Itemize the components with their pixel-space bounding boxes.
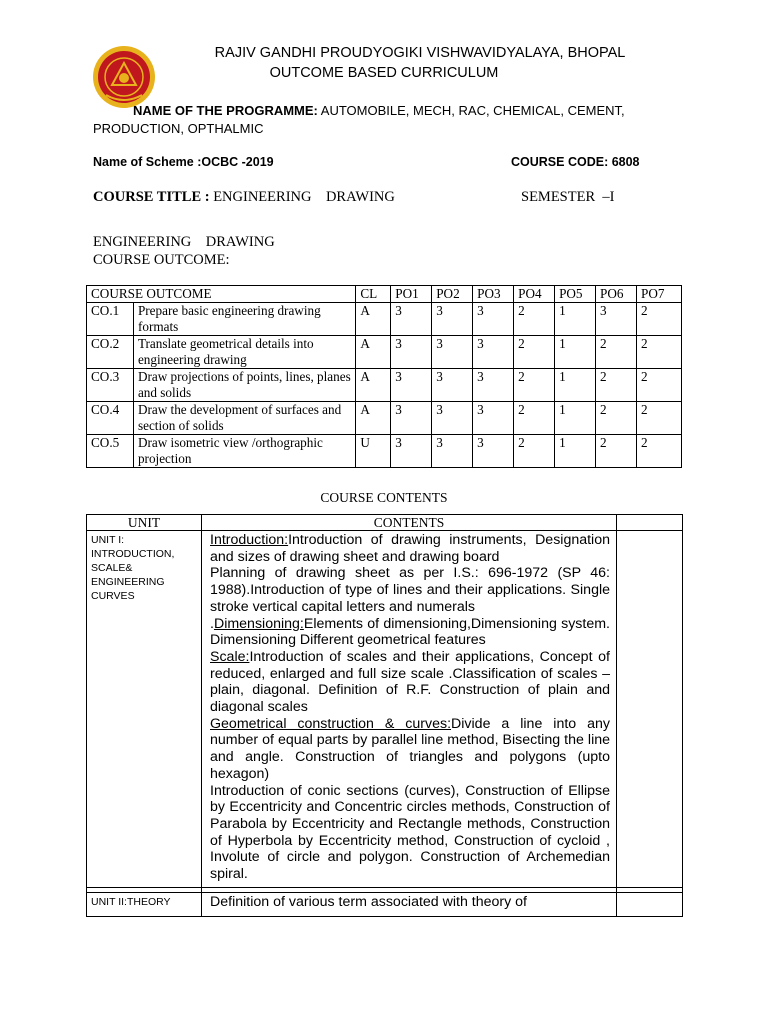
programme-value: AUTOMOBILE, MECH, RAC, CHEMICAL, CEMENT, PRODUCTION, OPTHALMIC: [93, 103, 625, 136]
topic-heading: Dimensioning:: [213, 615, 304, 632]
co-id: CO.2: [87, 336, 134, 369]
po-cell: 2: [514, 303, 555, 336]
unit-name: UNIT II:THEORY: [87, 892, 202, 916]
topic-text: Introduction of scales and their applications, Concept of reduced, enlarged and full size scale .Classification of scales – plain, diagonal. Definition of R.F. Construction of plain and diagonal scales: [210, 648, 610, 716]
course-outcome-table: [86, 285, 682, 468]
subject-name: ENGINEERING DRAWING: [93, 234, 275, 250]
unit-contents: [202, 531, 617, 888]
co-description: Translate geometrical details into engineering drawing: [133, 336, 355, 369]
po-cell: 2: [514, 336, 555, 369]
paragraph-intro: [210, 532, 610, 565]
po-cell: 1: [555, 303, 596, 336]
header-cell: PO5: [555, 286, 596, 303]
table-row: [87, 369, 682, 402]
co-id: CO.4: [87, 402, 134, 435]
course-code: COURSE CODE: 6808: [511, 155, 640, 169]
po-cell: 3: [391, 303, 432, 336]
po-cell: 3: [432, 402, 473, 435]
header-cell: CL: [356, 286, 391, 303]
po-cell: 3: [432, 369, 473, 402]
po-cell: 3: [596, 303, 637, 336]
scheme-name: Name of Scheme :OCBC -2019: [93, 155, 274, 169]
cl-cell: A: [356, 336, 391, 369]
semester: SEMESTER –I: [521, 189, 615, 205]
co-description: Draw the development of surfaces and section of solids: [133, 402, 355, 435]
co-description: Prepare basic engineering drawing formats: [133, 303, 355, 336]
topic-heading: Scale:: [210, 648, 250, 665]
course-outcome-heading: COURSE OUTCOME:: [93, 252, 230, 268]
programme-label: NAME OF THE PROGRAMME:: [133, 103, 318, 118]
table-row: [87, 402, 682, 435]
po-cell: 3: [473, 303, 514, 336]
course-title-value: ENGINEERING DRAWING: [209, 189, 395, 205]
paragraph-dimensioning: [210, 616, 610, 649]
po-cell: 1: [555, 435, 596, 468]
po-cell: 1: [555, 336, 596, 369]
unit-header: UNIT: [87, 515, 202, 531]
po-cell: 3: [391, 402, 432, 435]
contents-header-row: [87, 515, 683, 531]
table-row: [87, 892, 683, 916]
po-cell: 3: [432, 435, 473, 468]
table-row: [87, 336, 682, 369]
po-cell: 2: [514, 402, 555, 435]
empty-cell: [617, 531, 683, 888]
table-row: [87, 303, 682, 336]
table-row: [87, 435, 682, 468]
header-cell: PO1: [391, 286, 432, 303]
po-cell: 3: [473, 402, 514, 435]
header-cell: PO3: [473, 286, 514, 303]
po-cell: 2: [596, 435, 637, 468]
po-cell: 2: [596, 369, 637, 402]
unit-name: UNIT I: INTRODUCTION, SCALE& ENGINEERING CURVES: [87, 531, 202, 888]
topic-text: Divide a line into any number of equal parts by parallel line method, Bisecting the line and angle. Construction of triangles and polygons (upto hexagon): [210, 715, 610, 782]
po-cell: 1: [555, 369, 596, 402]
po-cell: 2: [514, 435, 555, 468]
empty-header-cell: [617, 515, 683, 531]
cl-cell: U: [356, 435, 391, 468]
table-header-row: [87, 286, 682, 303]
topic-text: Elements of dimensioning,Dimensioning system. Dimensioning Different geometrical features: [210, 615, 610, 649]
po-cell: 2: [636, 435, 681, 468]
po-cell: 3: [391, 435, 432, 468]
header-cell: PO7: [636, 286, 681, 303]
course-contents-table: [86, 514, 683, 917]
university-name: RAJIV GANDHI PROUDYOGIKI VISHWAVIDYALAYA, BHOPAL: [214, 45, 626, 61]
co-id: CO.1: [87, 303, 134, 336]
paragraph-scale: [210, 649, 610, 716]
po-cell: 2: [596, 336, 637, 369]
po-cell: 3: [473, 435, 514, 468]
po-cell: 3: [391, 336, 432, 369]
po-cell: 2: [596, 402, 637, 435]
po-cell: 2: [636, 402, 681, 435]
header-cell: PO4: [514, 286, 555, 303]
cl-cell: A: [356, 303, 391, 336]
po-cell: 3: [432, 303, 473, 336]
paragraph-geometrical: [210, 716, 610, 783]
topic-heading: Geometrical construction & curves:: [210, 715, 452, 732]
header-cell: PO6: [596, 286, 637, 303]
co-id: CO.5: [87, 435, 134, 468]
contents-header: CONTENTS: [202, 515, 617, 531]
empty-cell: [617, 892, 683, 916]
po-cell: 2: [636, 336, 681, 369]
course-contents-title: COURSE CONTENTS: [320, 490, 448, 505]
po-cell: 2: [636, 369, 681, 402]
topic-heading: Introduction:: [210, 532, 289, 548]
paragraph-planning: Planning of drawing sheet as per I.S.: 696-1972 (SP 46: 1988).Introduction of type of lines and their applications. Single stroke vertical capital letters and numerals: [210, 565, 610, 615]
curriculum-title: OUTCOME BASED CURRICULUM: [269, 65, 499, 81]
header-cell: PO2: [432, 286, 473, 303]
co-description: Draw projections of points, lines, planes and solids: [133, 369, 355, 402]
header-cell: COURSE OUTCOME: [87, 286, 356, 303]
cl-cell: A: [356, 402, 391, 435]
programme-line: [93, 102, 653, 138]
po-cell: 3: [473, 336, 514, 369]
topic-text: Introduction of drawing instruments, Designation and sizes of drawing sheet and drawing board: [210, 532, 610, 565]
po-cell: 2: [514, 369, 555, 402]
po-cell: 3: [473, 369, 514, 402]
po-cell: 3: [391, 369, 432, 402]
course-title: [93, 189, 395, 206]
unit-contents: Definition of various term associated with theory of: [202, 892, 617, 916]
po-cell: 1: [555, 402, 596, 435]
course-title-label: COURSE TITLE :: [93, 189, 210, 205]
topic-prefix: .: [210, 615, 214, 632]
table-row: [87, 531, 683, 888]
paragraph-conics: Introduction of conic sections (curves), Construction of Ellipse by Eccentricity and Concentric circles methods, Construction of Parabola by Eccentricity and Rectangle methods, Construction of Hyperbola by Eccentricity method, Construction of cycloid , Involute of circle and polygon. Construction of Archemedian spiral.: [210, 782, 610, 883]
co-description: Draw isometric view /orthographic projection: [133, 435, 355, 468]
po-cell: 3: [432, 336, 473, 369]
po-cell: 2: [636, 303, 681, 336]
co-id: CO.3: [87, 369, 134, 402]
cl-cell: A: [356, 369, 391, 402]
